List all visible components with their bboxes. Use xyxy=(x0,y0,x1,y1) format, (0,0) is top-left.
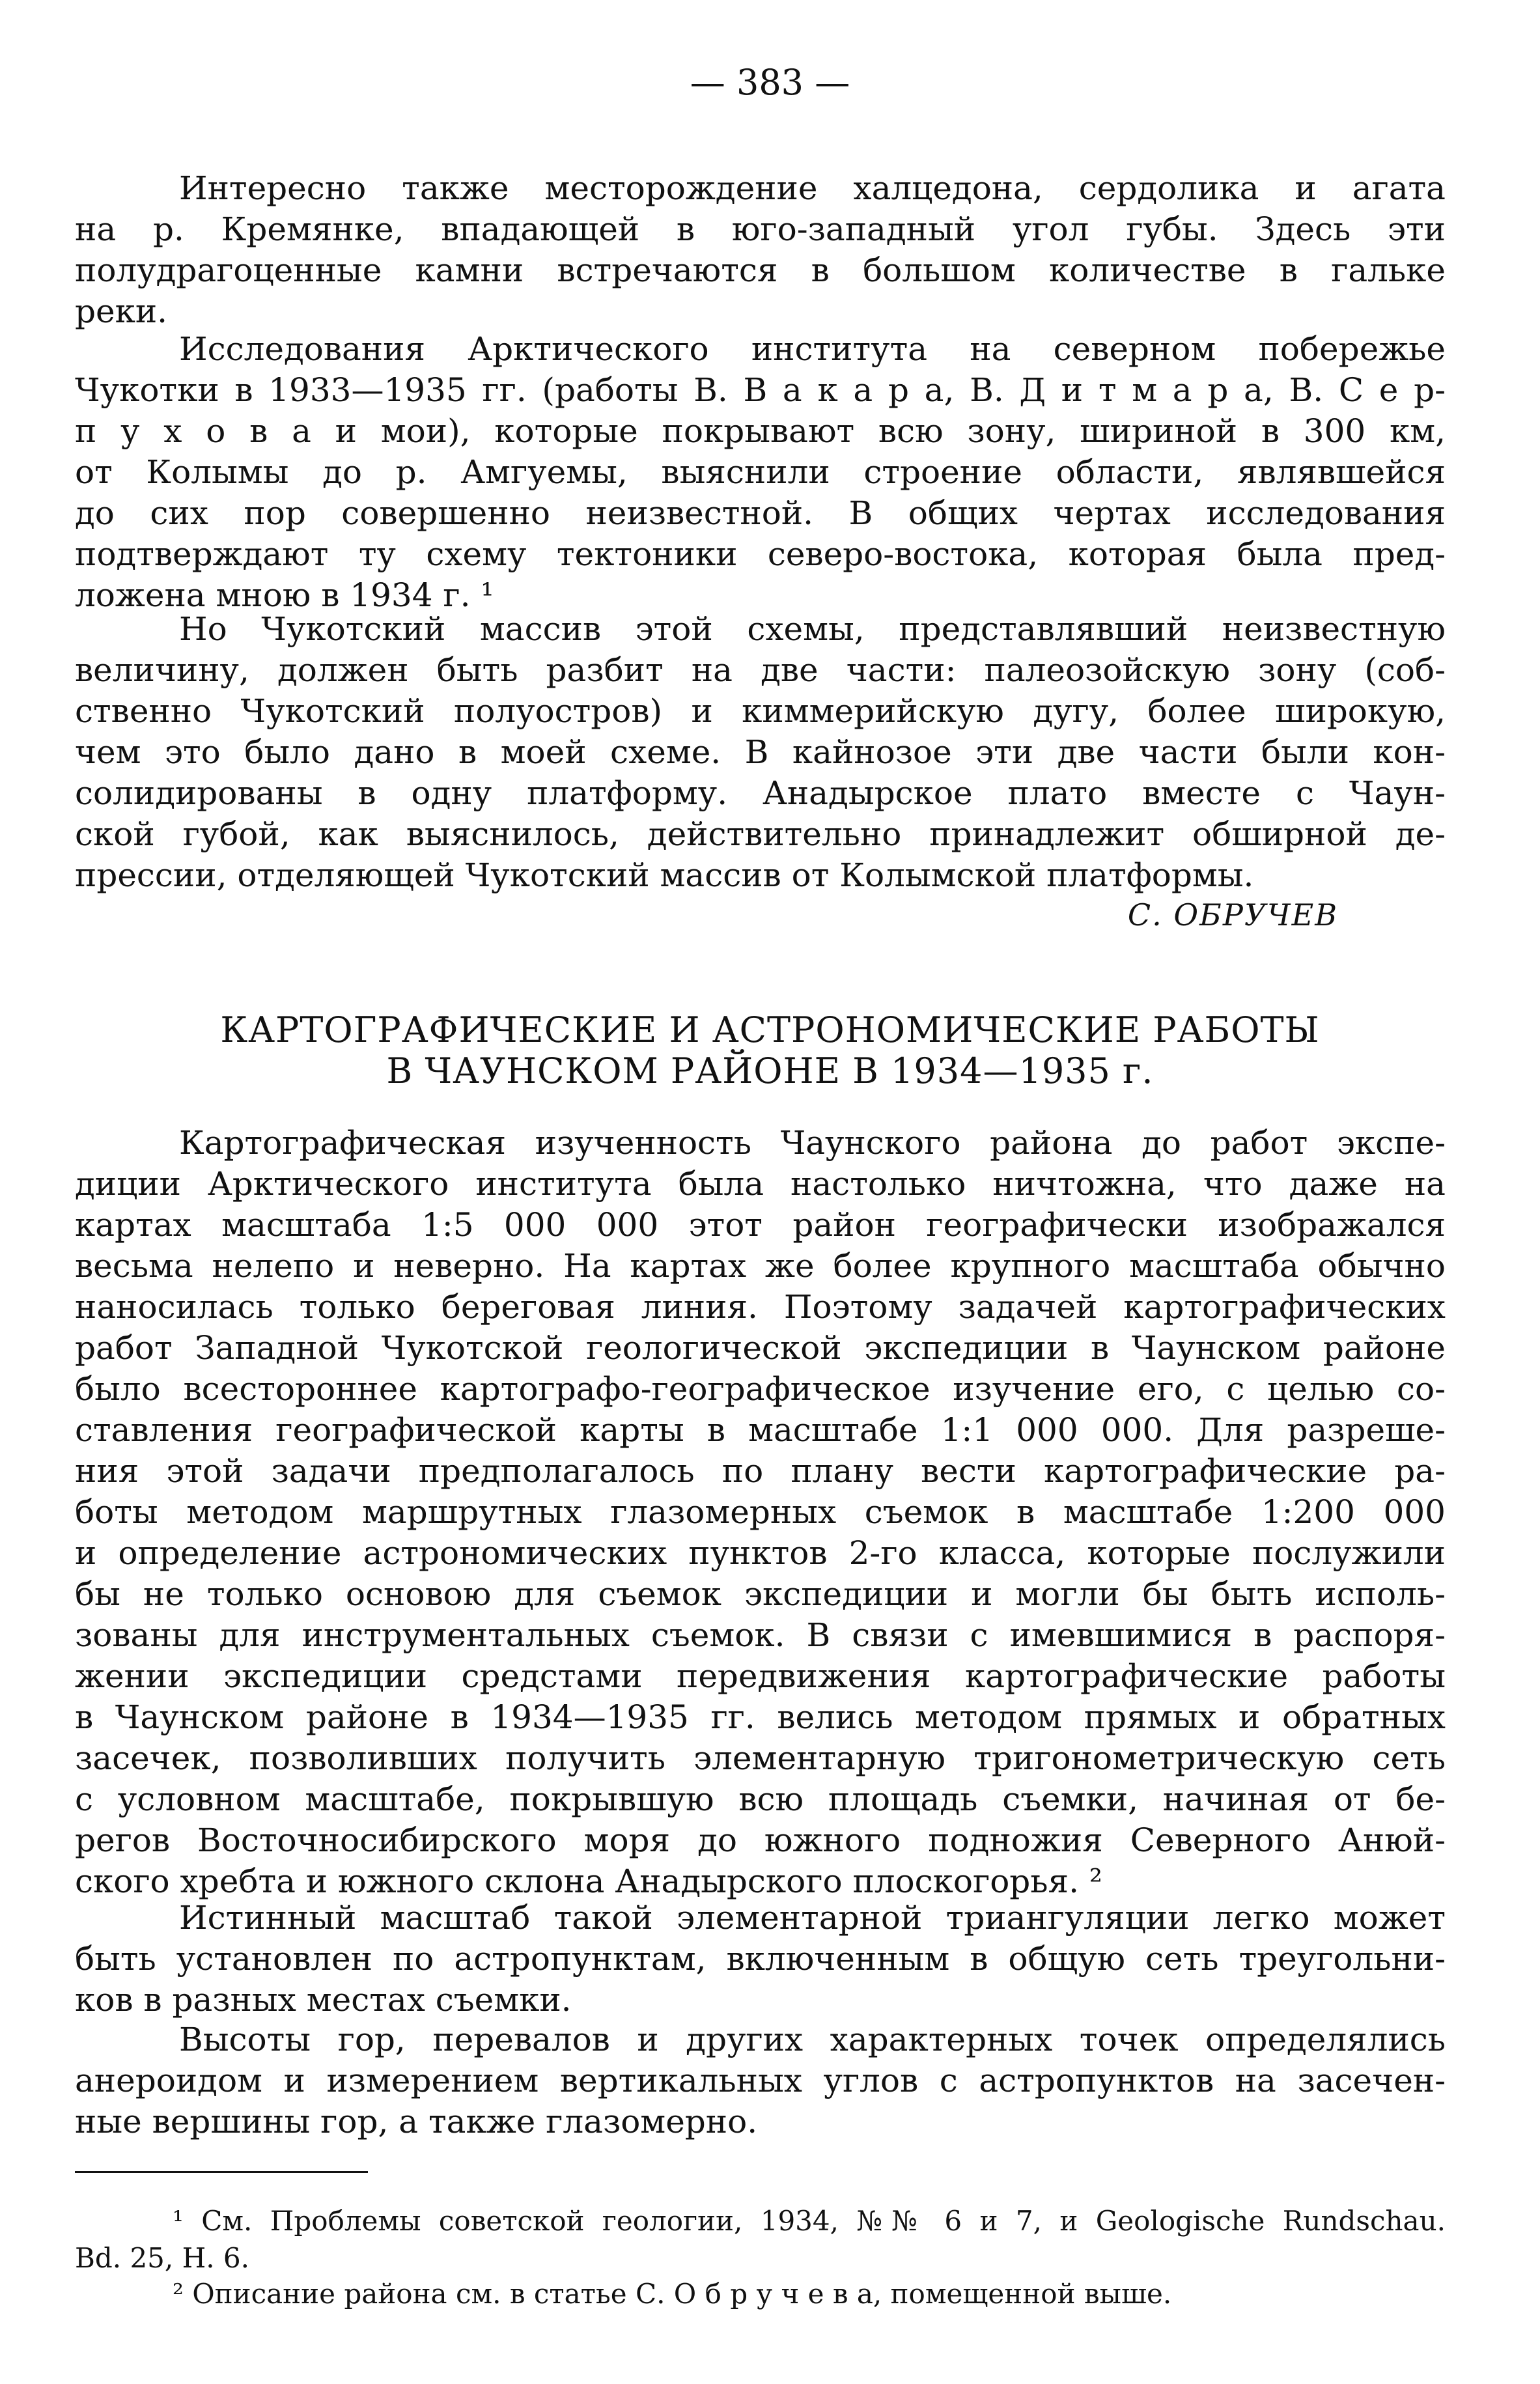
article-title-line-1: КАРТОГРАФИЧЕСКИЕ И АСТРОНОМИЧЕСКИЕ РАБОТЫ xyxy=(220,1009,1320,1050)
text-line: до сих пор совершенно неизвестной. В общих чертах исследования xyxy=(75,494,1446,532)
text-line: Чукотки в 1933—1935 гг. (работы В. В а к а р а, В. Д и т м а р а, В. С е р- xyxy=(75,371,1446,409)
text-line: ² Описание района см. в статье С. О б р у ч е в а, помещенной выше. xyxy=(173,2278,1172,2310)
article-title-line-2: В ЧАУНСКОМ РАЙОНЕ В 1934—1935 г. xyxy=(386,1050,1154,1091)
text-line: от Колымы до р. Амгуемы, выяснили строение области, являвшейся xyxy=(75,453,1446,491)
author-signature: С. ОБРУЧЕВ xyxy=(1127,897,1338,933)
text-line: засечек, позволивших получить элементарную тригонометрическую сеть xyxy=(75,1739,1446,1777)
text-line: диции Арктического института была настолько ничтожна, что даже на xyxy=(75,1165,1446,1203)
text-line: наносилась только береговая линия. Поэтому задачей картографических xyxy=(75,1288,1446,1326)
paragraph xyxy=(75,1123,1446,1902)
paragraph xyxy=(75,2019,1446,2142)
text-line: Высоты гор, перевалов и других характерных точек определялись xyxy=(179,2021,1446,2058)
text-line: подтверждают ту схему тектоники северо-востока, которая была пред- xyxy=(75,535,1446,573)
text-line: чем это было дано в моей схеме. В кайнозое эти две части были кон- xyxy=(75,733,1446,771)
text-line: быть установлен по астропунктам, включенным в общую сеть треугольни- xyxy=(75,1940,1446,1978)
text-line: Bd. 25, H. 6. xyxy=(75,2242,249,2274)
text-line: на р. Кремянке, впадающей в юго-западный угол губы. Здесь эти xyxy=(75,210,1446,248)
text-line: величину, должен быть разбит на две части: палеозойскую зону (соб- xyxy=(75,651,1446,689)
text-line: Исследования Арктического института на северном побережье xyxy=(179,330,1446,368)
page-number: — 383 — xyxy=(690,62,850,103)
footnote-divider xyxy=(75,2171,368,2173)
text-line: ского хребта и южного склона Анадырского плоскогорья. ² xyxy=(75,1862,1102,1900)
paragraph xyxy=(75,609,1446,896)
text-line: с условном масштабе, покрывшую всю площадь съемки, начиная от бе- xyxy=(75,1780,1446,1818)
text-line: Но Чукотский массив этой схемы, представлявший неизвестную xyxy=(179,610,1446,648)
text-line: в Чаунском районе в 1934—1935 гг. велись методом прямых и обратных xyxy=(75,1698,1446,1736)
text-line: и определение астрономических пунктов 2-го класса, которые послужили xyxy=(75,1534,1446,1572)
text-line: ской губой, как выяснилось, действительно принадлежит обширной де- xyxy=(75,815,1446,853)
text-line: ставления географической карты в масштабе 1:1 000 000. Для разреше- xyxy=(75,1411,1446,1449)
text-line: регов Восточносибирского моря до южного подножия Северного Анюй- xyxy=(75,1821,1446,1859)
text-line: полудрагоценные камни встречаются в большом количестве в гальке xyxy=(75,251,1446,289)
text-line: солидированы в одну платформу. Анадырское плато вместе с Чаун- xyxy=(75,774,1446,812)
paragraph xyxy=(75,329,1446,616)
text-line: бы не только основою для съемок экспедиции и могли бы быть исполь- xyxy=(75,1575,1446,1613)
text-line: работ Западной Чукотской геологической экспедиции в Чаунском районе xyxy=(75,1329,1446,1367)
footnote xyxy=(75,2275,1446,2312)
text-line: п у х о в а и мои), которые покрывают всю зону, шириной в 300 км, xyxy=(75,412,1446,450)
footnote xyxy=(75,2202,1446,2277)
text-line: Истинный масштаб такой элементарной триангуляции легко может xyxy=(179,1899,1446,1937)
text-line: Интересно также месторождение халцедона, сердолика и агата xyxy=(179,169,1446,207)
text-line: ния этой задачи предполагалось по плану вести картографические ра- xyxy=(75,1452,1446,1490)
text-line: ственно Чукотский полуостров) и киммерийскую дугу, более широкую, xyxy=(75,692,1446,730)
text-line: прессии, отделяющей Чукотский массив от Колымской платформы. xyxy=(75,856,1254,894)
text-line: весьма нелепо и неверно. На картах же более крупного масштаба обычно xyxy=(75,1247,1446,1285)
text-line: картах масштаба 1:5 000 000 этот район географически изображался xyxy=(75,1206,1446,1244)
text-line: ложена мною в 1934 г. ¹ xyxy=(75,576,494,614)
paragraph xyxy=(75,1898,1446,2021)
text-line: реки. xyxy=(75,292,168,330)
text-line: зованы для инструментальных съемок. В связи с имевшимися в распоря- xyxy=(75,1616,1446,1654)
text-line: боты методом маршрутных глазомерных съемок в масштабе 1:200 000 xyxy=(75,1493,1446,1531)
text-line: анероидом и измерением вертикальных углов с астропунктов на засечен- xyxy=(75,2062,1446,2099)
text-line: ¹ См. Проблемы советской геологии, 1934, №№ 6 и 7, и Geologische Rundschau. xyxy=(173,2205,1446,2237)
text-line: было всестороннее картографо-географическое изучение его, с целью со- xyxy=(75,1370,1446,1408)
text-line: Картографическая изученность Чаунского района до работ экспе- xyxy=(179,1124,1446,1162)
text-line: ные вершины гор, а также глазомерно. xyxy=(75,2103,758,2140)
text-line: жении экспедиции средстами передвижения картографические работы xyxy=(75,1657,1446,1695)
paragraph xyxy=(75,168,1446,332)
text-line: ков в разных местах съемки. xyxy=(75,1981,572,2019)
